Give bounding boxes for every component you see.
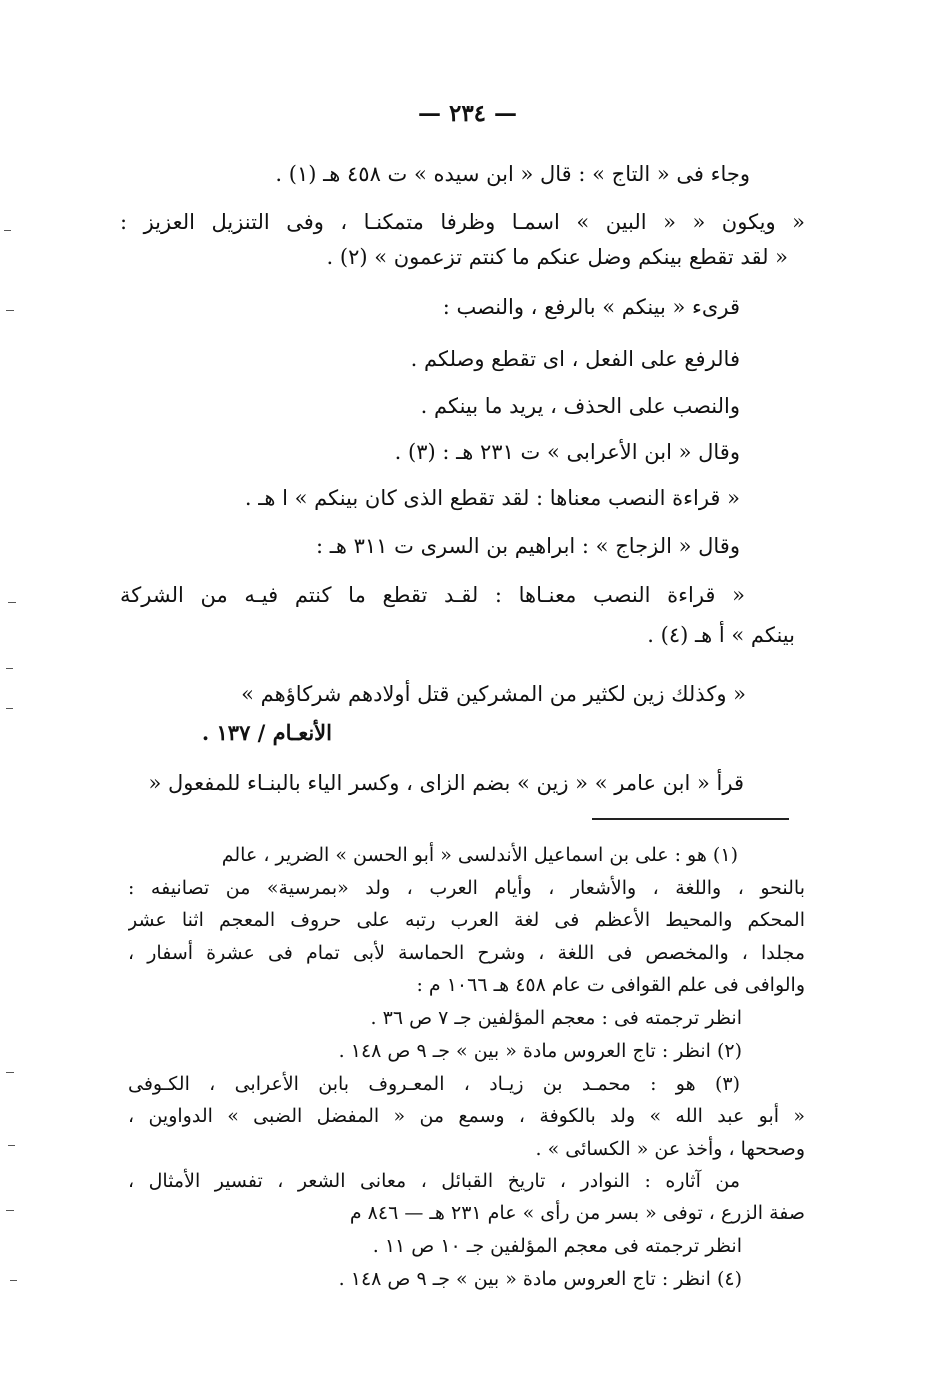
- footnote-line: مجلدا ، والمخصص فى اللغة ، وشرح الحماسة لأبى تمام فى عشرة أسفار ،: [128, 942, 805, 964]
- footnote-line: والوافى فى علم القوافى ت عام ٤٥٨ هـ ١٠٦٦ م :: [416, 974, 805, 996]
- main-line: « ويكون « « البين » اسمـا وظرفا متمكنـا ، وفى التنزيل العزيز :: [120, 210, 805, 234]
- footnote-line: صفة الزرع ، توفى « بسر من رأى » عام ٢٣١ هـ — ٨٤٦ م: [349, 1202, 805, 1224]
- main-line: والنصب على الحذف ، يريد ما بينكم .: [420, 394, 740, 418]
- footnote-line: (١) هو : على بن اسماعيل الأندلسى « أبو الحسن » الضرير ، عالم: [221, 844, 738, 866]
- footnote-line: (٢) انظر : تاج العروس مادة « بين » جـ ٩ ص ١٤٨ .: [338, 1040, 742, 1062]
- footnote-line: (٣) هو : محمـد بن زيـاد ، المعـروف بابن الأعرابى ، الكـوفى: [128, 1073, 740, 1095]
- main-line: وقال « ابن الأعرابى » ت ٢٣١ هـ : (٣) .: [394, 440, 740, 464]
- scan-mark: [8, 602, 16, 603]
- footnote-line: « أبو عبد الله » ولد بالكوفة ، وسمع من « المفضل الضبى » الدواوين ،: [128, 1105, 805, 1127]
- main-line: قرىء « بينكم » بالرفع ، والنصب :: [442, 295, 740, 319]
- main-line: « وكذلك زين لكثير من المشركين قتل أولادهم شركاؤهم »: [241, 682, 746, 706]
- main-line: الأنعـام / ١٣٧ .: [201, 720, 332, 745]
- scan-mark: [6, 668, 13, 669]
- main-line: وجاء فى « التاج » : قال « ابن سيده » ت ٤٥٨ هـ (١) .: [275, 162, 750, 186]
- main-line: « لقد تقطع بينكم وضل عنكم ما كنتم تزعمون » (٢) .: [326, 245, 788, 269]
- main-line: « قراءة النصب معناها : لقد تقطع الذى كان بينكم » ا هـ .: [244, 486, 740, 510]
- footnote-line: من آثاره : النوادر ، تاريخ القبائل ، معانى الشعر ، تفسير الأمثال ،: [128, 1170, 740, 1192]
- scan-mark: [6, 1210, 14, 1211]
- footnote-separator: [592, 818, 789, 820]
- main-line: قرأ « ابن عامر » « زين » بضم الزاى ، وكسر الياء بالبنـاء للمفعول «: [148, 771, 744, 795]
- main-line: « قراءة النصب معنـاها : لقـد تقطع ما كنتم فيـه من الشركة: [120, 583, 745, 607]
- scan-mark: [8, 1145, 15, 1146]
- main-line: بينكم » أ هـ (٤) .: [647, 623, 795, 647]
- main-line: وقال « الزجاج » : ابراهيم بن السرى ت ٣١١ هـ :: [315, 534, 740, 558]
- footnote-line: وصححها ، وأخذ عن « الكسائى » .: [535, 1138, 805, 1160]
- footnote-line: بالنحو ، واللغة ، والأشعار ، وأيام العرب ، ولد «بمرسية» من تصانيفه :: [128, 877, 805, 899]
- main-line: فالرفع على الفعل ، اى تقطع وصلكم .: [410, 347, 740, 371]
- scan-mark: [6, 708, 13, 709]
- scan-mark: [4, 230, 11, 231]
- scan-mark: [6, 1072, 14, 1073]
- scan-mark: [6, 310, 14, 311]
- scan-mark: [10, 1280, 17, 1281]
- footnote-line: المحكم والمحيط الأعظم فى لغة العرب رتبه على حروف المعجم اثنا عشر: [128, 909, 805, 931]
- page-number: — ٢٣٤ —: [417, 100, 518, 127]
- footnote-line: انظر ترجمته فى : معجم المؤلفين جـ ٧ ص ٣٦ .: [370, 1007, 742, 1029]
- footnote-line: انظر ترجمته فى معجم المؤلفين جـ ١٠ ص ١١ .: [372, 1235, 742, 1257]
- footnote-line: (٤) انظر : تاج العروس مادة « بين » جـ ٩ ص ١٤٨ .: [338, 1268, 742, 1290]
